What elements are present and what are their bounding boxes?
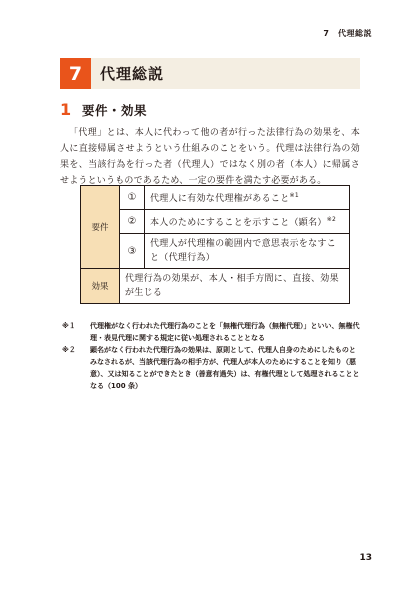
table-row — [81, 269, 350, 304]
requirement-text — [145, 186, 350, 210]
table-row — [81, 186, 350, 210]
footnotes — [62, 320, 362, 392]
section-number: 1 — [60, 100, 72, 119]
footnote-text: 代理権がなく行われた代理行為のことを「無権代理行為（無権代理）」といい、無権代理・表見代理に関する規定に従い処理されることとなる — [90, 322, 360, 342]
requirement-text-body: 本人のためにすることを示すこと（顕名） — [150, 218, 327, 228]
requirements-label: 要件 — [81, 186, 120, 269]
running-head: 7 代理総説 — [323, 29, 372, 38]
footnote-mark: ※１ — [62, 322, 76, 330]
body-paragraph: 「代理」とは、本人に代わって他の者が行った法律行為の効果を、本人に直接帰属させようという仕組みのことをいう。代理は法律行為の効果を、当該行為を行った者（代理人）ではなく別の者（本人）に帰属させようというものであるため、一定の要件を満たす必要がある。 — [60, 128, 360, 186]
chapter-number: 7 — [60, 58, 91, 89]
effect-label: 効果 — [81, 269, 120, 304]
requirement-mark: ③ — [120, 234, 145, 269]
chapter-title: 代理総説 — [100, 65, 165, 83]
footnote-ref: ※2 — [326, 216, 337, 223]
effect-text: 代理行為の効果が、本人・相手方間に、直接、効果が生じる — [120, 269, 350, 304]
footnote — [62, 344, 362, 392]
requirement-mark: ② — [120, 210, 145, 234]
section-title: 要件・効果 — [82, 103, 148, 118]
requirement-mark: ① — [120, 186, 145, 210]
footnote — [62, 320, 362, 344]
footnote-ref: ※1 — [289, 192, 299, 199]
chapter-heading — [60, 58, 360, 89]
requirement-text: 代理人が代理権の範囲内で意思表示をなすこと（代理行為） — [145, 234, 350, 269]
requirements-table — [80, 185, 350, 304]
requirement-text-body: 代理人に有効な代理権があること — [150, 194, 290, 204]
page-number: 13 — [359, 553, 372, 563]
requirement-text — [145, 210, 350, 234]
footnote-text: 顕名がなく行われた代理行為の効果は、原則として、代理人自身のためにしたものとみなされるが、当該代理行為の相手方が、代理人が本人のためにすることを知り（悪意）、又は知ることができたとき（善意有過失）は、有権代理として処理されることとなる（100 条） — [90, 346, 360, 390]
table-row — [81, 234, 350, 269]
table-row — [81, 210, 350, 234]
footnote-mark: ※２ — [62, 346, 76, 354]
section-heading — [60, 100, 147, 119]
